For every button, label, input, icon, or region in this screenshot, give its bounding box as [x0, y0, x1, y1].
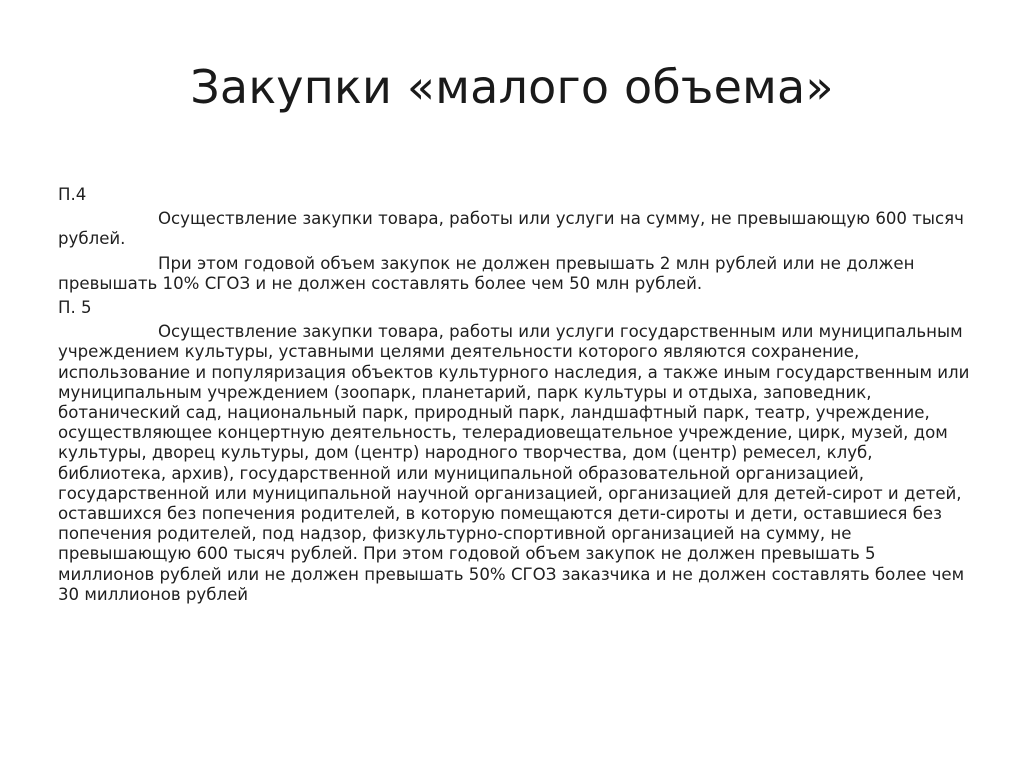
slide-title: Закупки «малого объема»	[190, 60, 834, 114]
p4-paragraph-2: При этом годовой объем закупок не должен превышать 2 млн рублей или не должен превышать 10% СГОЗ и не должен составлять более чем 50 млн рублей.	[58, 253, 915, 293]
slide-body	[58, 185, 970, 605]
section-label-p5: П. 5	[58, 298, 92, 318]
section-label-p4: П.4	[58, 185, 87, 204]
p5-paragraph-1: Осуществление закупки товара, работы или услуги государственным или муниципальным учреждением культуры, уставными целями деятельности которого являются сохранение, использование и популяризация объектов культурного наследия, а также иным государственным или муниципальным учреждением (зоопарк, планетарий, парк культуры и отдыха, заповедник, ботанический сад, национальный парк, природный парк, ландшафтный парк, театр, учреждение, осуществляющее концертную деятельность, телерадиовещательное учреждение, цирк, музей, дом культуры, дворец культуры, дом (центр) народного творчества, дом (центр) ремесел, клуб, библиотека, архив), государственной или муниципальной образовательной организацией, государственной или муниципальной научной организацией, организацией для детей-сирот и детей, оставшихся без попечения родителей, в которую помещаются дети-сироты и дети, оставшиеся без попечения родителей, под надзор, физкультурно-спортивной организацией на сумму, не превышающую 600 тысяч рублей. При этом годовой объем закупок не должен превышать 5 миллионов рублей или не должен превышать 50% СГОЗ заказчика и не должен составлять более чем 30 миллионов рублей	[58, 322, 970, 604]
p4-paragraph-1: Осуществление закупки товара, работы или услуги на сумму, не превышающую 600 тысяч рублей.	[58, 209, 964, 249]
